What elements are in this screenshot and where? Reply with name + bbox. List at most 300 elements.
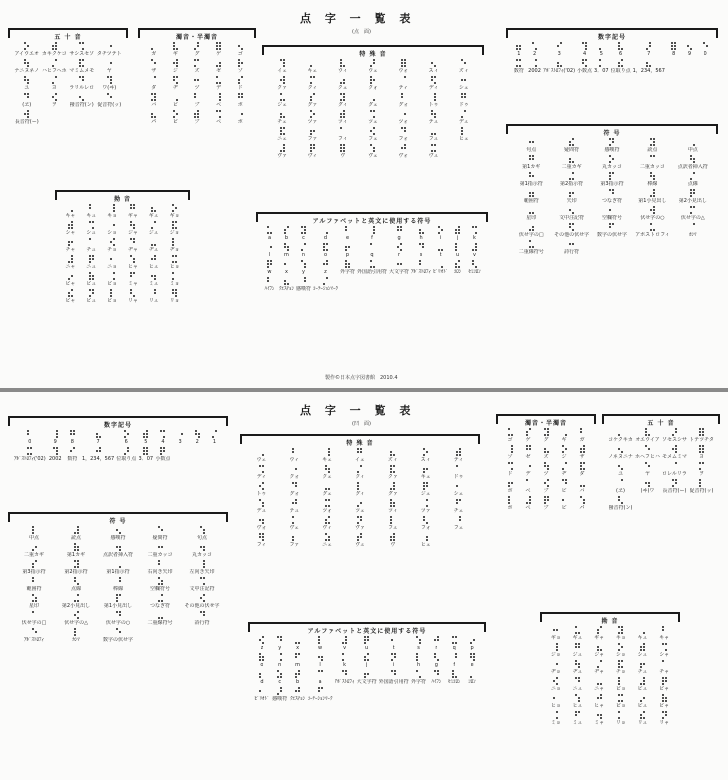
braille-dots-icon bbox=[357, 482, 362, 490]
braille-cell bbox=[546, 694, 566, 709]
section-alphabet bbox=[256, 212, 488, 367]
braille-dots-icon bbox=[699, 428, 704, 436]
braille-chart-reverse-side bbox=[0, 392, 728, 780]
braille-dots-icon bbox=[151, 42, 156, 50]
cell-label: ジュ bbox=[572, 652, 583, 658]
cell-label: 丸カッコ bbox=[602, 164, 622, 170]
cell-label: ビュ bbox=[86, 281, 97, 287]
braille-cell bbox=[272, 636, 288, 651]
braille-dots-icon bbox=[238, 42, 243, 50]
braille-dots-icon bbox=[703, 42, 708, 50]
braille-cell bbox=[144, 42, 164, 57]
cell-label: 空欄符号 bbox=[149, 586, 170, 592]
braille-cell bbox=[14, 543, 54, 558]
cell-label: g bbox=[397, 235, 401, 241]
braille-cell bbox=[182, 577, 222, 592]
braille-dots-icon bbox=[575, 677, 580, 685]
braille-cell bbox=[667, 42, 681, 57]
braille-dots-icon bbox=[431, 127, 436, 135]
cell-label: トゥ bbox=[428, 102, 439, 108]
cell-label: ノネヌニナ bbox=[608, 454, 633, 460]
braille-cell bbox=[14, 560, 54, 575]
braille-cell bbox=[467, 260, 482, 275]
braille-cell bbox=[82, 221, 101, 236]
braille-dots-icon bbox=[456, 448, 461, 456]
braille-cell bbox=[568, 711, 588, 726]
braille-cell bbox=[308, 636, 333, 651]
cell-label: x bbox=[296, 645, 300, 651]
braille-dots-icon bbox=[340, 93, 345, 101]
braille-cell bbox=[61, 272, 80, 287]
braille-dots-icon bbox=[32, 611, 37, 619]
braille-dots-icon bbox=[280, 144, 285, 152]
braille-dots-icon bbox=[110, 272, 115, 280]
braille-dots-icon bbox=[107, 93, 112, 101]
credit-line: 製作©日本点字図書館 2010.4 bbox=[325, 375, 398, 381]
braille-dots-icon bbox=[434, 670, 439, 678]
braille-cell bbox=[313, 226, 338, 241]
braille-dots-icon bbox=[470, 670, 475, 678]
cell-label: ｶﾝﾏ bbox=[689, 232, 697, 238]
braille-dots-icon bbox=[325, 533, 330, 541]
cell-label: ビュ bbox=[637, 686, 648, 692]
braille-dots-icon bbox=[455, 243, 460, 251]
braille-dots-icon bbox=[544, 479, 549, 487]
cell-label: 8 bbox=[672, 51, 676, 57]
braille-dots-icon bbox=[390, 499, 395, 507]
braille-dots-icon bbox=[390, 533, 395, 541]
braille-dots-icon bbox=[662, 626, 667, 634]
cell-label: ﾊｲﾌﾝ bbox=[431, 679, 442, 685]
braille-dots-icon bbox=[401, 93, 406, 101]
braille-dots-icon bbox=[130, 238, 135, 246]
cell-label: k bbox=[343, 662, 346, 668]
braille-cell bbox=[635, 462, 660, 477]
braille-dots-icon bbox=[32, 628, 37, 636]
braille-cell bbox=[190, 430, 205, 445]
braille-dots-icon bbox=[431, 144, 436, 152]
braille-cell bbox=[268, 144, 296, 159]
cell-label: ｱﾎﾟｽﾄﾛﾌｨ bbox=[334, 679, 355, 685]
braille-cell bbox=[340, 260, 355, 275]
cell-label: ヤ bbox=[644, 471, 650, 477]
cell-label: プ bbox=[194, 119, 200, 125]
cell-label: 大文字符 bbox=[389, 269, 410, 275]
cell-label: フュ bbox=[428, 136, 439, 142]
braille-dots-icon bbox=[618, 42, 623, 50]
braille-cell bbox=[502, 445, 518, 460]
cell-label: ガ bbox=[579, 437, 585, 443]
braille-cell bbox=[512, 240, 550, 255]
braille-dots-icon bbox=[690, 155, 695, 163]
braille-cell bbox=[410, 482, 441, 497]
cell-label: 5 bbox=[144, 439, 148, 445]
braille-dots-icon bbox=[52, 42, 57, 50]
braille-dots-icon bbox=[143, 447, 148, 455]
braille-cell bbox=[56, 577, 96, 592]
braille-cell bbox=[14, 42, 40, 57]
braille-cell bbox=[82, 272, 101, 287]
braille-dots-icon bbox=[401, 144, 406, 152]
braille-dots-icon bbox=[158, 543, 163, 551]
cell-label: ゲ bbox=[525, 437, 531, 443]
cell-label: ﾋﾟﾘｵﾄﾞ bbox=[433, 269, 449, 275]
cell-label: ツェ bbox=[355, 508, 365, 514]
braille-dots-icon bbox=[423, 448, 428, 456]
braille-cell bbox=[502, 496, 518, 511]
braille-cell bbox=[574, 428, 590, 443]
cell-label: 1，234，567 bbox=[81, 456, 115, 462]
braille-dots-icon bbox=[553, 694, 558, 702]
braille-cell bbox=[329, 76, 357, 91]
braille-dots-icon bbox=[553, 711, 558, 719]
cell-label: 小数点 bbox=[155, 456, 171, 462]
braille-cell bbox=[14, 611, 54, 626]
braille-cell bbox=[140, 594, 180, 609]
braille-cell bbox=[298, 76, 326, 91]
braille-cell bbox=[512, 206, 550, 221]
cell-label: ベ bbox=[525, 488, 531, 494]
braille-dots-icon bbox=[438, 243, 443, 251]
braille-cell bbox=[262, 226, 277, 241]
braille-cell bbox=[608, 445, 633, 460]
braille-cell bbox=[14, 447, 46, 462]
cell-label: 2 bbox=[195, 439, 199, 445]
cell-label: 3 bbox=[557, 51, 561, 57]
braille-dots-icon bbox=[52, 76, 57, 84]
braille-dots-icon bbox=[259, 636, 264, 644]
braille-dots-icon bbox=[618, 660, 623, 668]
braille-cell bbox=[357, 260, 387, 275]
braille-cell bbox=[230, 76, 250, 91]
cell-label: ヅ bbox=[543, 471, 549, 477]
braille-dots-icon bbox=[158, 611, 163, 619]
braille-dots-icon bbox=[397, 243, 402, 251]
cell-label: 1 bbox=[517, 51, 521, 57]
braille-dots-icon bbox=[24, 110, 29, 118]
cell-label: ピャ bbox=[659, 703, 670, 709]
cell-label: パ bbox=[579, 505, 585, 511]
cell-label: ブ bbox=[543, 488, 549, 494]
braille-cell bbox=[512, 155, 550, 170]
braille-cell bbox=[611, 694, 631, 709]
braille-cell bbox=[633, 155, 671, 170]
braille-cell bbox=[512, 138, 550, 153]
cell-label: タチツテト bbox=[96, 51, 122, 57]
braille-dots-icon bbox=[508, 479, 513, 487]
cell-label: その他の伏せ字 bbox=[554, 232, 590, 238]
cell-label: j bbox=[365, 662, 368, 668]
cell-label: ｾﾐｺﾛﾝ bbox=[447, 679, 461, 685]
cell-label: ピャ bbox=[65, 298, 76, 304]
section-gojuon bbox=[8, 28, 128, 178]
braille-dots-icon bbox=[640, 677, 645, 685]
braille-dots-icon bbox=[79, 76, 84, 84]
braille-cell bbox=[48, 430, 63, 445]
cell-label: 空欄符号 bbox=[601, 215, 622, 221]
cell-label: 2 bbox=[532, 51, 537, 57]
braille-dots-icon bbox=[74, 526, 79, 534]
cell-label: ツェ bbox=[368, 119, 378, 125]
cell-label: 数符 bbox=[513, 68, 524, 74]
braille-cell bbox=[410, 465, 441, 480]
braille-dots-icon bbox=[526, 445, 531, 453]
braille-dots-icon bbox=[609, 172, 614, 180]
braille-dots-icon bbox=[645, 479, 650, 487]
braille-dots-icon bbox=[110, 289, 115, 297]
cell-label: ツァ bbox=[307, 119, 318, 125]
section-title: 数字記号 bbox=[597, 34, 626, 41]
braille-dots-icon bbox=[68, 221, 73, 229]
braille-dots-icon bbox=[597, 711, 602, 719]
braille-cell bbox=[410, 448, 441, 463]
braille-dots-icon bbox=[24, 59, 29, 67]
braille-cell bbox=[155, 447, 170, 462]
cell-label: 第1小見出し bbox=[638, 198, 667, 204]
cell-label: ペ bbox=[525, 505, 531, 511]
braille-dots-icon bbox=[452, 636, 457, 644]
braille-dots-icon bbox=[553, 643, 558, 651]
cell-label: リュ bbox=[637, 720, 648, 726]
cell-label: t bbox=[392, 645, 395, 651]
braille-cell bbox=[182, 543, 222, 558]
braille-dots-icon bbox=[455, 226, 460, 234]
cell-label: 読点 bbox=[70, 535, 81, 541]
braille-cell bbox=[209, 76, 229, 91]
cell-label: ニョ bbox=[550, 686, 561, 692]
braille-cell bbox=[187, 110, 207, 125]
cell-label: 句点 bbox=[196, 535, 207, 541]
braille-cell bbox=[556, 462, 572, 477]
cell-label: ワ(ヰ) bbox=[102, 85, 117, 91]
braille-cell bbox=[103, 255, 122, 270]
braille-dots-icon bbox=[325, 482, 330, 490]
cell-label: ユ bbox=[24, 85, 30, 91]
braille-dots-icon bbox=[310, 76, 315, 84]
cell-label: 二重カギ bbox=[561, 164, 582, 170]
braille-cell bbox=[546, 711, 566, 726]
braille-cell bbox=[662, 462, 687, 477]
braille-cell bbox=[411, 260, 431, 275]
braille-cell bbox=[589, 677, 609, 692]
braille-cell bbox=[359, 59, 387, 74]
braille-cell bbox=[340, 243, 355, 258]
braille-dots-icon bbox=[310, 59, 315, 67]
braille-cell bbox=[419, 110, 447, 125]
cell-label: ズ bbox=[543, 454, 549, 460]
braille-dots-icon bbox=[27, 430, 32, 438]
braille-cell bbox=[116, 447, 136, 462]
braille-cell bbox=[144, 93, 164, 108]
braille-cell bbox=[103, 238, 122, 253]
braille-dots-icon bbox=[423, 499, 428, 507]
braille-dots-icon bbox=[151, 110, 156, 118]
cell-label: ニュ bbox=[86, 264, 97, 270]
braille-dots-icon bbox=[212, 430, 217, 438]
braille-dots-icon bbox=[216, 76, 221, 84]
braille-cell bbox=[207, 430, 222, 445]
braille-cell bbox=[279, 260, 294, 275]
braille-dots-icon bbox=[401, 59, 406, 67]
cell-label: ジャ bbox=[594, 652, 605, 658]
cell-label: 詩行符 bbox=[194, 620, 210, 626]
braille-cell bbox=[56, 526, 96, 541]
braille-cell bbox=[359, 93, 387, 108]
braille-cell bbox=[56, 628, 96, 643]
section-dakuon bbox=[496, 414, 596, 556]
braille-cell bbox=[689, 462, 714, 477]
braille-dots-icon bbox=[280, 59, 285, 67]
braille-dots-icon bbox=[472, 226, 477, 234]
cell-label: トゥ bbox=[256, 491, 267, 497]
braille-dots-icon bbox=[646, 59, 651, 67]
braille-dots-icon bbox=[172, 238, 177, 246]
cell-label: j bbox=[456, 235, 459, 241]
braille-dots-icon bbox=[662, 694, 667, 702]
cell-label: シェ bbox=[453, 491, 464, 497]
braille-dots-icon bbox=[672, 462, 677, 470]
braille-dots-icon bbox=[456, 499, 461, 507]
braille-dots-icon bbox=[259, 499, 264, 507]
section-title: 符 号 bbox=[109, 518, 127, 525]
braille-cell bbox=[633, 660, 653, 675]
braille-dots-icon bbox=[89, 272, 94, 280]
braille-cell bbox=[103, 204, 122, 219]
braille-cell bbox=[568, 643, 588, 658]
braille-cell bbox=[298, 59, 326, 74]
braille-dots-icon bbox=[618, 711, 623, 719]
cell-label: ショ bbox=[107, 230, 118, 236]
braille-dots-icon bbox=[662, 711, 667, 719]
braille-dots-icon bbox=[238, 110, 243, 118]
braille-dots-icon bbox=[526, 479, 531, 487]
braille-dots-icon bbox=[609, 138, 614, 146]
braille-cell bbox=[556, 496, 572, 511]
braille-cell bbox=[446, 653, 462, 668]
braille-cell bbox=[589, 694, 609, 709]
cell-label: ヲ bbox=[51, 102, 57, 108]
braille-dots-icon bbox=[526, 496, 531, 504]
section-title: 特 殊 音 bbox=[359, 51, 387, 58]
braille-cell bbox=[268, 127, 296, 142]
cell-label: グォ bbox=[289, 491, 300, 497]
braille-cell bbox=[611, 660, 631, 675]
cell-label: フュ bbox=[387, 525, 398, 531]
cell-label: ヒャ bbox=[594, 703, 605, 709]
cell-label: ペ bbox=[216, 119, 222, 125]
braille-cell bbox=[450, 110, 478, 125]
braille-dots-icon bbox=[259, 533, 264, 541]
braille-dots-icon bbox=[74, 543, 79, 551]
cell-label: バ bbox=[579, 488, 585, 494]
braille-dots-icon bbox=[456, 516, 461, 524]
cell-label: b bbox=[284, 235, 289, 241]
braille-cell bbox=[674, 206, 712, 221]
braille-cell bbox=[254, 687, 270, 702]
braille-cell bbox=[69, 93, 95, 108]
braille-cell bbox=[546, 626, 566, 641]
cell-label: ヴァ bbox=[355, 525, 365, 531]
braille-dots-icon bbox=[618, 445, 623, 453]
cell-label: d bbox=[260, 679, 264, 685]
cell-label: マミムメモ bbox=[69, 68, 95, 74]
cell-label: f bbox=[371, 235, 373, 241]
cell-label: 星印 bbox=[526, 215, 537, 221]
cell-label: v bbox=[343, 645, 347, 651]
cell-label: 4 bbox=[582, 51, 587, 57]
braille-cell bbox=[42, 76, 68, 91]
braille-dots-icon bbox=[130, 204, 135, 212]
braille-cell bbox=[450, 243, 465, 258]
braille-dots-icon bbox=[397, 226, 402, 234]
braille-dots-icon bbox=[580, 445, 585, 453]
cell-label: ド bbox=[507, 471, 513, 477]
cell-label: ヂ bbox=[172, 85, 178, 91]
braille-cell bbox=[689, 445, 714, 460]
braille-cell bbox=[246, 465, 277, 480]
braille-cell bbox=[543, 42, 575, 57]
braille-dots-icon bbox=[461, 59, 466, 67]
braille-cell bbox=[698, 42, 712, 57]
braille-dots-icon bbox=[357, 448, 362, 456]
cell-label: クィ bbox=[355, 474, 365, 480]
braille-dots-icon bbox=[267, 226, 272, 234]
cell-label: ヒュ bbox=[572, 703, 583, 709]
braille-dots-icon bbox=[130, 289, 135, 297]
braille-cell bbox=[428, 636, 444, 651]
cell-label: n bbox=[278, 662, 282, 668]
cell-label: 位取り点 bbox=[610, 68, 631, 74]
cell-label: ディ bbox=[256, 474, 267, 480]
braille-dots-icon bbox=[200, 611, 205, 619]
braille-dots-icon bbox=[292, 465, 297, 473]
cell-label: カキクケコ bbox=[41, 51, 67, 57]
braille-dots-icon bbox=[640, 694, 645, 702]
braille-cell bbox=[14, 594, 54, 609]
braille-cell bbox=[308, 670, 333, 685]
braille-cell bbox=[61, 221, 80, 236]
braille-dots-icon bbox=[172, 255, 177, 263]
braille-dots-icon bbox=[470, 653, 475, 661]
braille-cell bbox=[165, 204, 184, 219]
braille-dots-icon bbox=[32, 526, 37, 534]
braille-dots-icon bbox=[690, 138, 695, 146]
cell-label: 感嘆符 bbox=[110, 535, 126, 541]
braille-cell bbox=[14, 76, 40, 91]
braille-dots-icon bbox=[575, 711, 580, 719]
braille-cell bbox=[633, 694, 653, 709]
cell-label: ピ bbox=[561, 505, 567, 511]
braille-cell bbox=[165, 272, 184, 287]
braille-cell bbox=[312, 533, 343, 548]
braille-dots-icon bbox=[690, 206, 695, 214]
cell-label: ピョ bbox=[615, 703, 626, 709]
braille-dots-icon bbox=[618, 643, 623, 651]
braille-cell bbox=[144, 110, 164, 125]
braille-dots-icon bbox=[318, 687, 323, 695]
cell-label: チェ bbox=[277, 119, 288, 125]
braille-cell bbox=[42, 59, 68, 74]
braille-cell bbox=[528, 59, 542, 74]
braille-dots-icon bbox=[295, 687, 300, 695]
braille-dots-icon bbox=[472, 243, 477, 251]
braille-cell bbox=[268, 93, 296, 108]
braille-cell bbox=[357, 636, 377, 651]
braille-cell bbox=[538, 462, 554, 477]
braille-dots-icon bbox=[172, 272, 177, 280]
braille-dots-icon bbox=[74, 594, 79, 602]
cell-label: ヤ bbox=[106, 68, 112, 74]
